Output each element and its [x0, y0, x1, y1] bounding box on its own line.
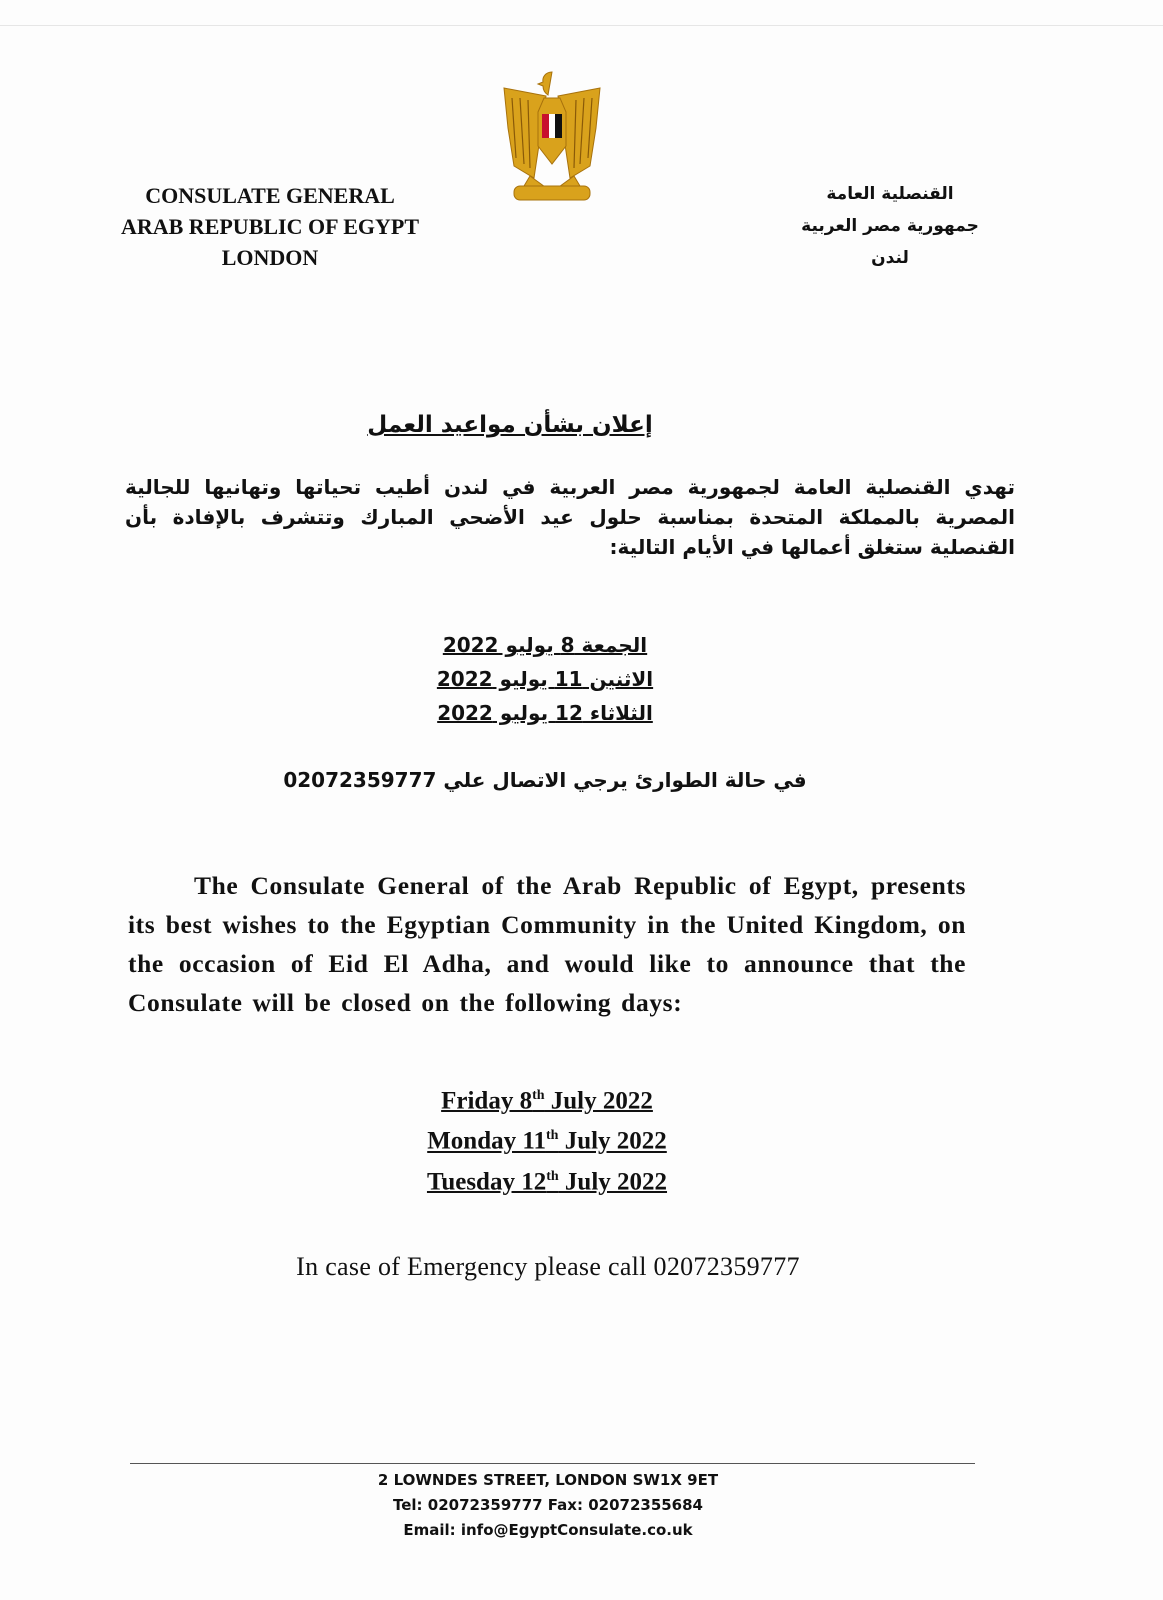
- arabic-body: تهدي القنصلية العامة لجمهورية مصر العربية في لندن أطيب تحياتها وتهانيها للجالية المصرية بالمملكة المتحدة بمناسبة حلول عيد الأضحي المبارك وتتشرف بالإفادة بأن القنصلية ستغلق أعمالها في الأيام التالية:: [125, 475, 1015, 559]
- header-arabic: [760, 178, 1020, 274]
- header-line: CONSULATE GENERAL: [145, 183, 395, 208]
- arabic-date: الجمعة 8 يوليو 2022: [442, 633, 648, 657]
- english-emergency: In case of Emergency please call 02072359777: [296, 1252, 800, 1281]
- english-date: Monday 11th July 2022: [427, 1127, 667, 1155]
- header-line: القنصلية العامة: [826, 184, 954, 204]
- english-dates: [300, 1078, 794, 1199]
- arabic-title: إعلان بشأن مواعيد العمل: [367, 412, 653, 438]
- footer-divider: [130, 1463, 975, 1464]
- english-body: [128, 866, 966, 1022]
- footer: [300, 1468, 796, 1543]
- arabic-date: الاثنين 11 يوليو 2022: [436, 667, 654, 691]
- scan-edge: [0, 25, 1163, 26]
- eagle-emblem-icon: [500, 68, 604, 208]
- english-body-text: The Consulate General of the Arab Republic of Egypt, presents its best wishes to the Egyptian Community in the United Kingdom, on the occasion of Eid El Adha, and would like to announce that the Consulate will be closed on the following days:: [128, 871, 966, 1017]
- arabic-dates: [300, 628, 790, 730]
- english-date: Friday 8th July 2022: [441, 1087, 653, 1115]
- footer-phone: Tel: 02072359777 Fax: 02072355684: [393, 1496, 703, 1514]
- arabic-date: الثلاثاء 12 يوليو 2022: [437, 701, 653, 725]
- english-date: Tuesday 12th July 2022: [426, 1167, 668, 1195]
- header-line: لندن: [871, 248, 909, 268]
- header-line: LONDON: [221, 245, 319, 270]
- footer-email: Email: info@EgyptConsulate.co.uk: [403, 1521, 693, 1539]
- arabic-emergency: في حالة الطوارئ يرجي الاتصال علي 02072359777: [283, 768, 807, 792]
- footer-address: 2 LOWNDES STREET, LONDON SW1X 9ET: [377, 1471, 719, 1489]
- header-line: جمهورية مصر العربية: [801, 216, 979, 236]
- header-line: ARAB REPUBLIC OF EGYPT: [120, 214, 420, 239]
- header-english: [80, 180, 460, 273]
